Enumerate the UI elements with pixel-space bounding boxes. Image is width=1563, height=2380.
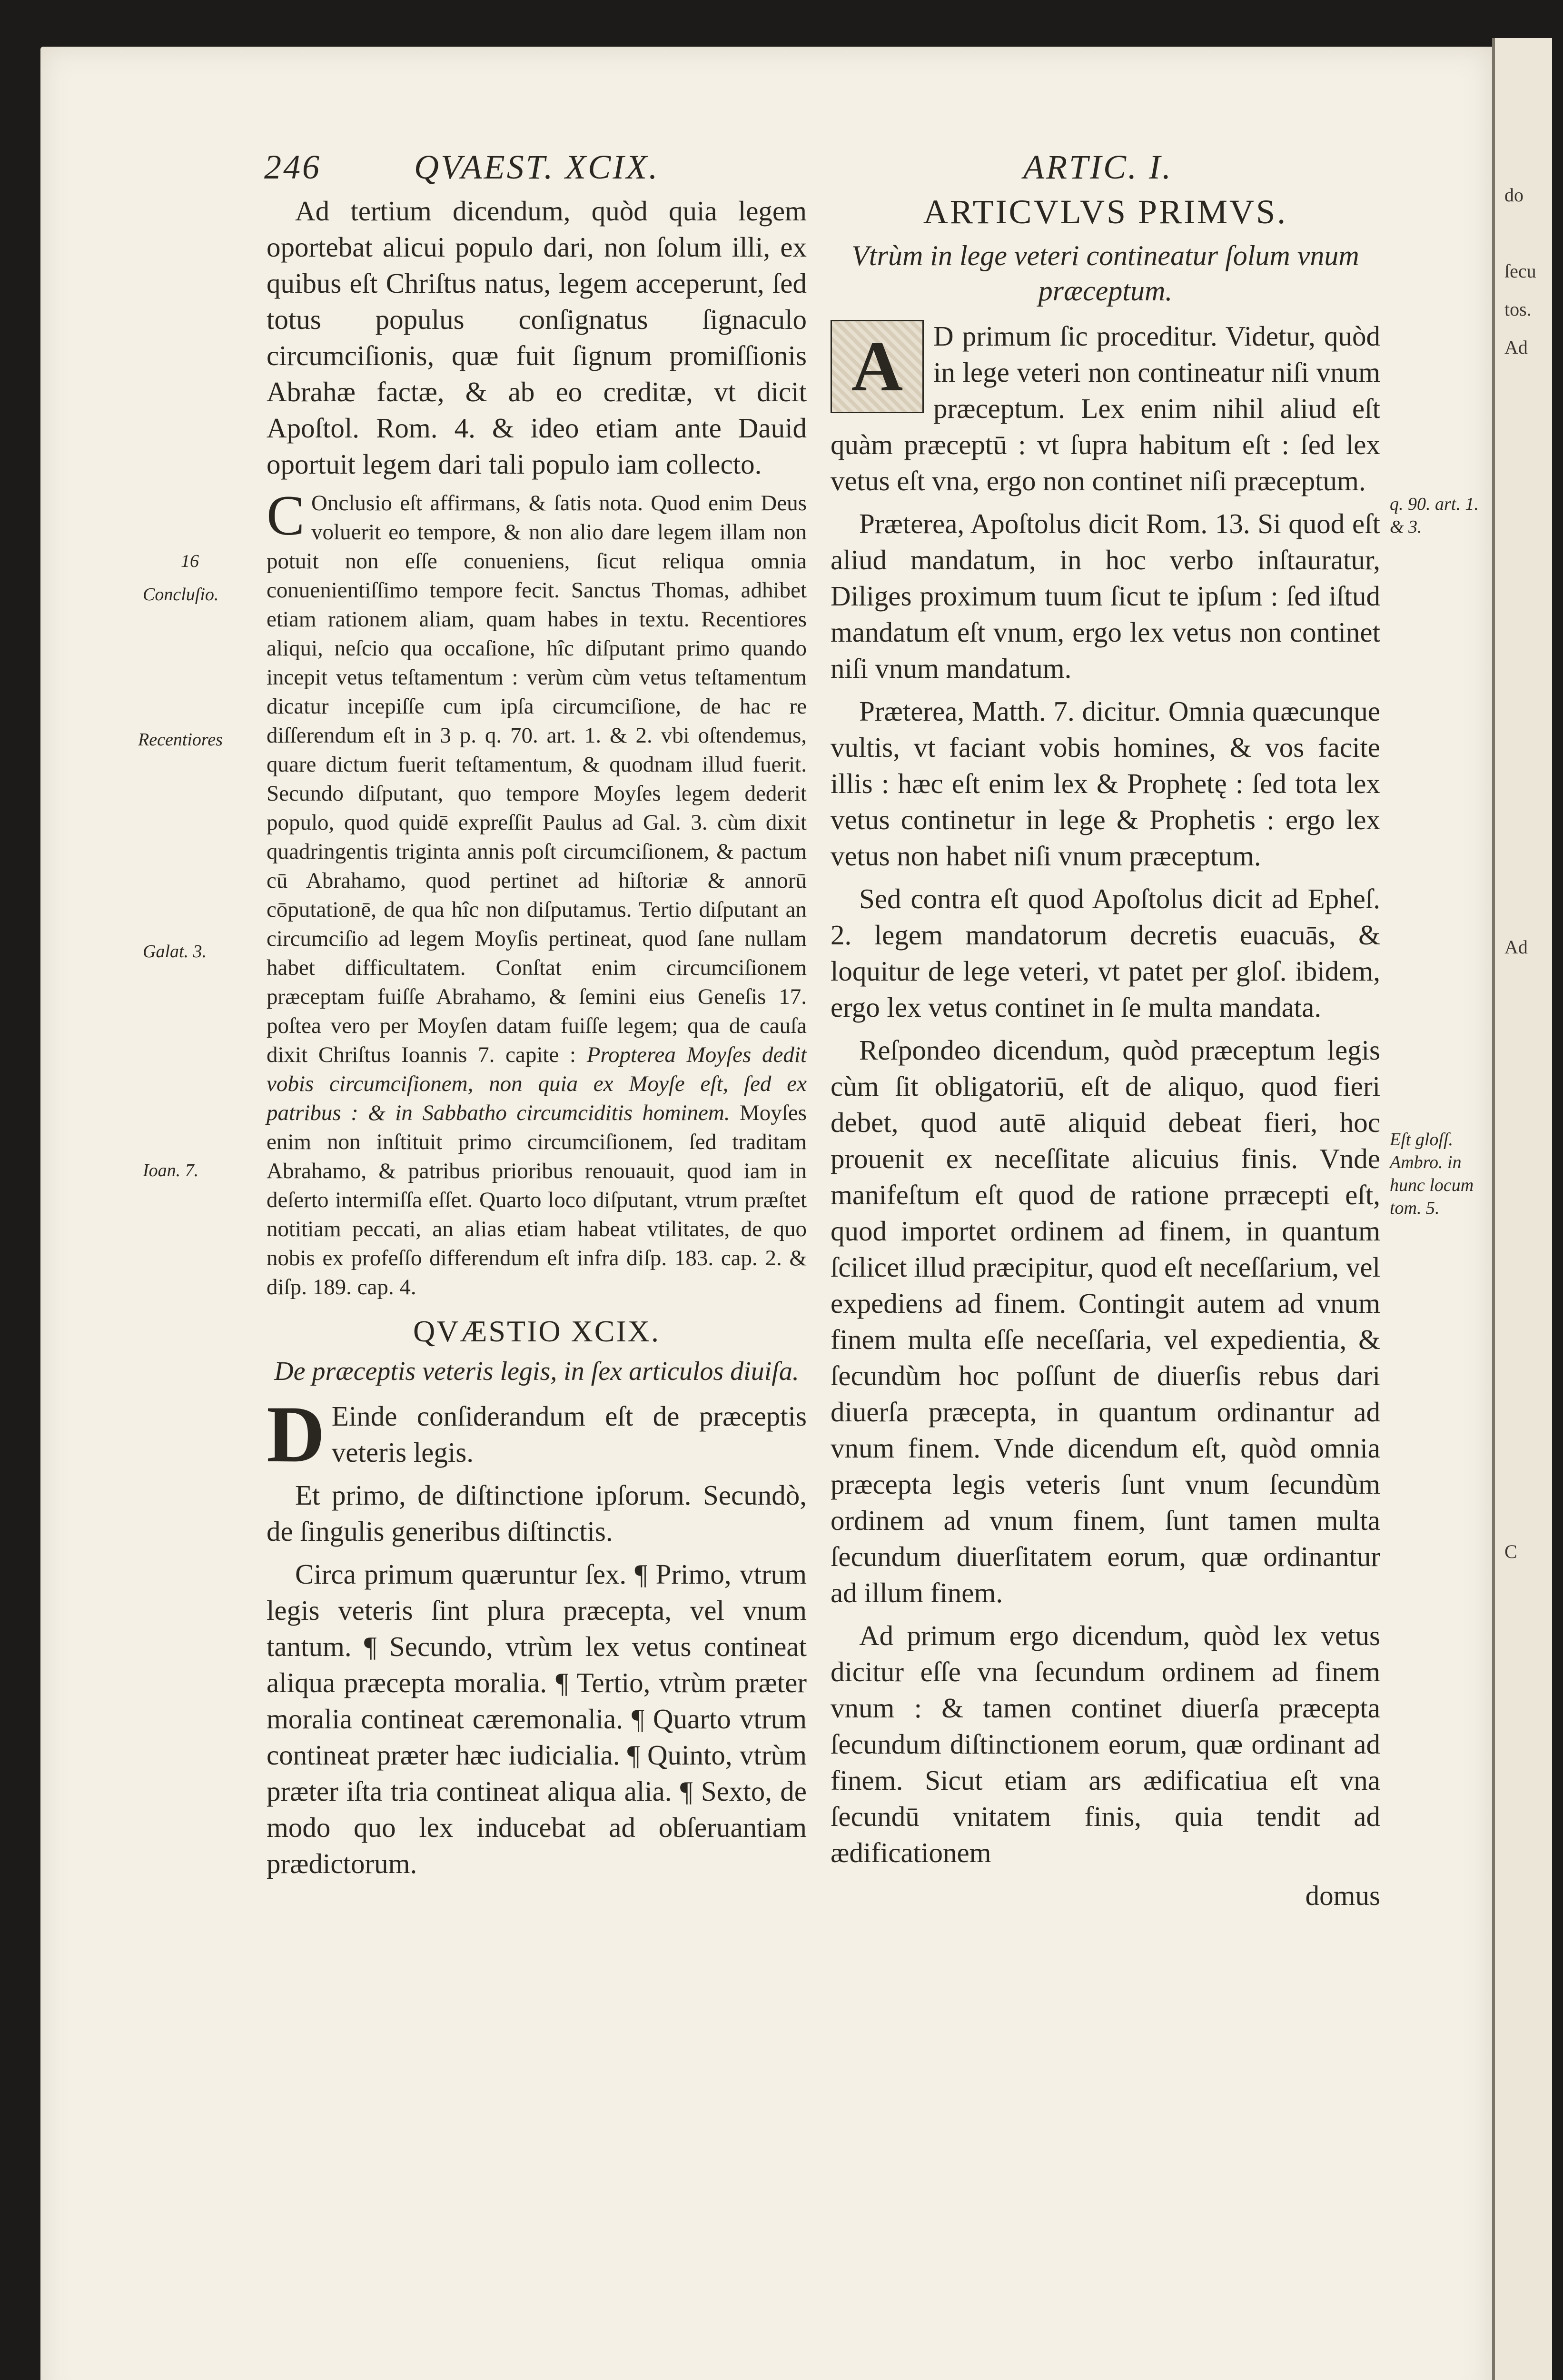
- margin-note: Concluſio.: [143, 585, 219, 605]
- page-number: 246: [264, 148, 321, 186]
- margin-note: Eſt gloſſ. Ambro. in hunc locum tom. 5.: [1390, 1130, 1474, 1218]
- drop-cap: C: [267, 484, 305, 547]
- ornamental-initial: A: [831, 320, 924, 413]
- paragraph: Circa primum quæruntur ſex. ¶ Primo, vtrum legis veteris ſint plura præcepta, vel vnum tantum. ¶ Secundo, vtrùm lex vetus contineat aliqua præcepta moralia. ¶ Tertio, vtrùm præter moralia contineat cæremonalia. ¶ Quarto vtrum contineat præter hæc iudicialia. ¶ Quinto, vtrùm præter iſta tria contineat aliqua alia. ¶ Sexto, de modo quo lex inducebat ad obſeruantiam prædictorum.: [267, 1558, 807, 1879]
- drop-cap: D: [267, 1389, 325, 1479]
- article-heading: ARTICVLVS PRIMVS.: [923, 193, 1288, 231]
- commentary-quote: Propterea Moyſes dedit vobis circumciſionem, non quia ex Moyſe eſt, ſed ex patribus : & in Sabbatho circumciditis hominem.: [267, 1042, 807, 1125]
- edge-fragment: tos.: [1504, 298, 1532, 320]
- paragraph: Præterea, Matth. 7. dicitur. Omnia quæcunque vultis, vt faciant vobis homines, & vos facite illis : hæc eſt enim lex & Prophetę : ſed tota lex vetus continetur in lege & Prophetis : ergo lex vetus non habet niſi vnum præceptum.: [831, 695, 1380, 872]
- commentary-block: [267, 484, 807, 1302]
- margin-note: q. 90. art. 1. & 3.: [1390, 494, 1479, 537]
- running-head-right: ARTIC. I.: [1023, 148, 1173, 186]
- edge-fragment: ſecu: [1504, 260, 1536, 282]
- paragraph: D Einde conſiderandum eſt de præceptis veteris legis.: [267, 1389, 807, 1479]
- margin-note: Recentiores: [138, 730, 223, 750]
- paragraph: Sed contra eſt quod Apoſtolus dicit ad Epheſ. 2. legem mandatorum decretis euacuās, & loquitur de lege veteri, vt patet per gloſ. ibidem, ergo lex vetus continet in ſe multa mandata.: [831, 883, 1380, 1023]
- catchword: domus: [1305, 1880, 1380, 1911]
- paragraph: A D primum ſic proceditur. Videtur, quòd in lege veteri non contineatur niſi vnum præceptum. Lex enim nihil aliud eſt quàm præceptū : vt ſupra habitum eſt : ſed lex vetus eſt vna, ergo non continet niſi præceptum.: [831, 320, 1380, 496]
- paragraph: Ad tertium dicendum, quòd quia legem oportebat alicui populo dari, non ſolum illi, ex quibus eſt Chriſtus natus, legem acceperunt, ſed totus populus conſignatus ſignaculo circumciſionis, quæ fuit ſignum promiſſionis Abrahæ factæ, & ab eo creditæ, vt dicit Apoſtol. Rom. 4. & ideo etiam ante Dauid oportuit legem dari tali populo iam collecto.: [267, 195, 807, 480]
- running-head-left: QVAEST. XCIX.: [414, 148, 660, 186]
- edge-fragment: do: [1504, 184, 1523, 206]
- commentary-text: Onclusio eſt affirmans, & ſatis nota. Quod enim Deus voluerit eo tempore, & non alio dare legem illam non potuit non eſſe conueniens, ſicut reliqua omnia conuenientiſſimo tempore fecit. Sanctus Thomas, adhibet etiam rationem aliam, quam habes in textu. Recentiores aliqui, neſcio qua occaſione, hîc diſputant primo quando incepit vetus teſtamentum : verùm cùm vetus teſtamentum dicatur incepiſſe cum ipſa circumciſione, de hac re diſſerendum eſt in 3 p. q. 70. art. 1. & 2. vbi oſtendemus, quare dictum fuerit teſtamentum, & quodnam illud fuerit. Secundo diſputant, quo tempore Moyſes legem dederit populo, quod quidē expreſſit Paulus ad Gal. 3. cùm dixit quadringentis triginta annis poſt circumciſionem, & pactum cū Abrahamo, quod pertinet ad hiſtoriæ & annorū cōputationē, de qua hîc non diſputamus. Tertio diſputant an circumciſio ad legem Moyſis pertineat, quod ſane nullam habet difficultatem. Conſtat enim circumciſionem præceptam fuiſſe Abrahamo, & ſemini eius Geneſis 17. poſtea vero per Moyſen datam fuiſſe legem; qua de cauſa dixit Chriſtus Ioannis 7. capite :: [267, 491, 807, 1067]
- article-subtitle: Vtrùm in lege veteri contineatur ſolum vnum præceptum.: [851, 240, 1359, 307]
- edge-fragment: Ad: [1504, 936, 1528, 958]
- paragraph: Et primo, de diſtinctione ipſorum. Secundò, de ſingulis generibus diſtinctis.: [267, 1479, 807, 1547]
- edge-fragment: C: [1504, 1541, 1517, 1562]
- paragraph: Ad primum ergo dicendum, quòd lex vetus dicitur eſſe vna ſecundum ordinem ad finem vnum : & tamen continet diuerſa præcepta ſecundum diſtinctionem eorum, quæ ordinant ad finem. Sicut etiam ars ædificatiua eſt vna ſecundū vnitatem finis, quia tendit ad ædificationem: [831, 1620, 1380, 1868]
- edge-fragment: Ad: [1504, 337, 1528, 358]
- paragraph: Reſpondeo dicendum, quòd præceptum legis cùm ſit obligatoriū, eſt de aliquo, quod fieri debet, quod autē aliquid debeat fieri, hoc prouenit ex neceſſitate alicuius finis. Vnde manifeſtum eſt quod de ratione prræcepti eſt, quod importet ordinem ad finem, in quantum ſcilicet illud præcipitur, quod eſt neceſſarium, vel expediens ad finem. Contingit autem ad vnum finem multa eſſe neceſſaria, vel expedientia, & ſecundùm hoc poſſunt de diuerſis rebus dari diuerſa præcepta, in quantum ordinantur ad vnum finem. Vnde dicendum eſt, quòd omnia præcepta legis veteris ſunt vnum ſecundùm ordinem ad vnum finem, ſunt tamen multa ſecundum diuerſitatem eorum, quæ ordinantur ad illum finem.: [831, 1034, 1380, 1608]
- question-subtitle: De præceptis veteris legis, in ſex articulos diuiſa.: [274, 1357, 799, 1386]
- left-column: [267, 193, 807, 1888]
- right-column: [831, 190, 1380, 1914]
- paragraph: Præterea, Apoſtolus dicit Rom. 13. Si quod eſt aliud mandatum, in hoc verbo inſtauratur, Diliges proximum tuum ſicut te ipſum : ſed iſtud mandatum eſt vnum, ergo lex vetus non continet niſi vnum mandatum.: [831, 508, 1380, 684]
- question-heading: QVÆSTIO XCIX.: [413, 1314, 660, 1348]
- adjacent-page-edge: [1492, 38, 1552, 2380]
- margin-note: Ioan. 7.: [143, 1160, 199, 1180]
- margin-note: 16: [181, 551, 199, 571]
- margin-note: Galat. 3.: [143, 942, 207, 962]
- commentary-text: Moyſes enim non inſtituit primo circumciſionem, ſed traditam Abrahamo, & patribus prioribus renouauit, quod iam in deſerto intermiſſa eſſet. Quarto loco diſputant, vtrum præſtet notitiam peccati, an alias etiam habeat vtilitates, de quo nobis ex profeſſo differendum eſt infra diſp. 183. cap. 2. & diſp. 189. cap. 4.: [267, 1101, 807, 1299]
